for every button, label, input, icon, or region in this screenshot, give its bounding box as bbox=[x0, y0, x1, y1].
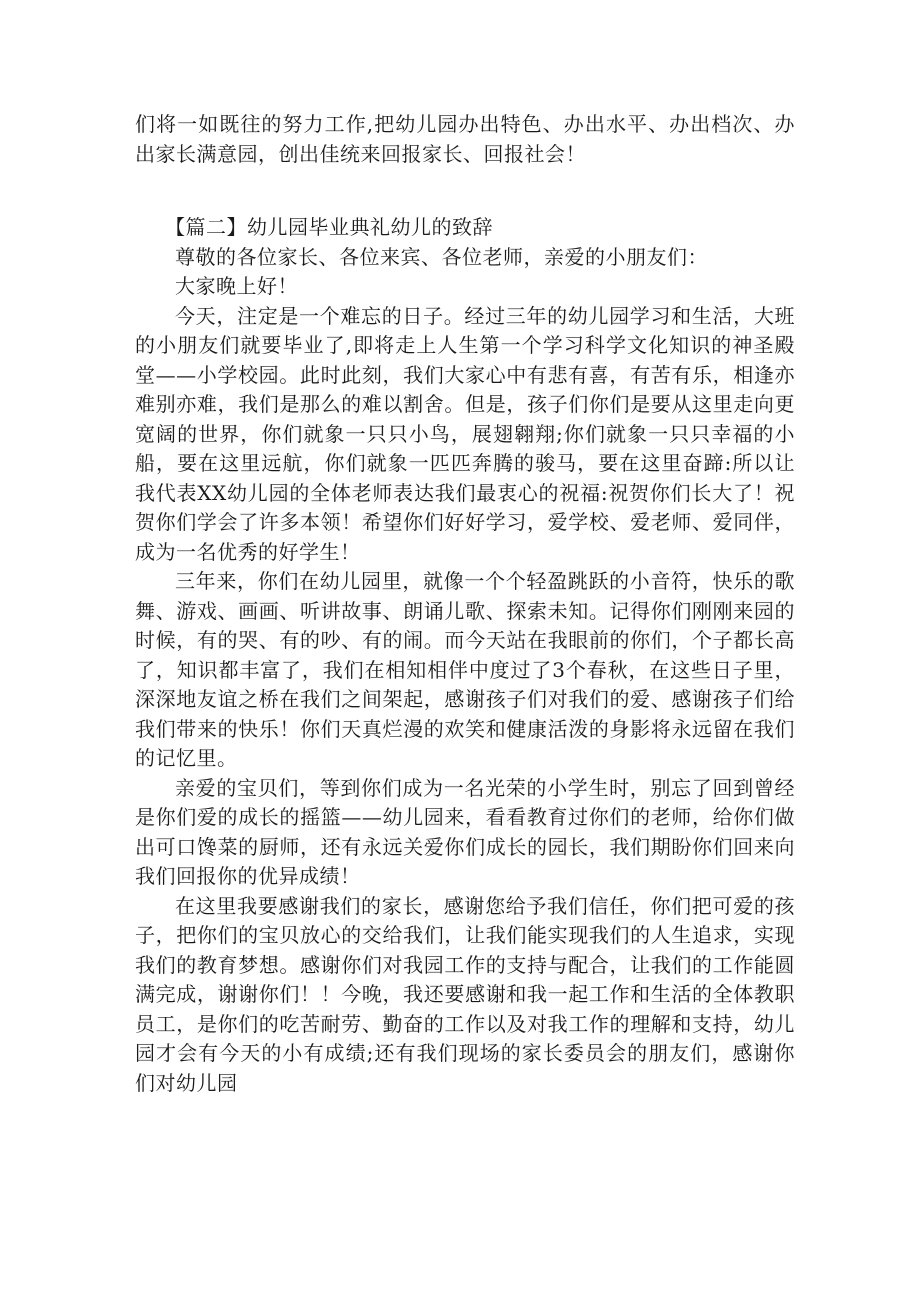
paragraph-gap bbox=[135, 169, 795, 213]
greeting-paragraph: 大家晚上好！ bbox=[175, 274, 298, 298]
body-paragraph: 亲爱的宝贝们，等到你们成为一名光荣的小学生时，别忘了回到曾经是你们爱的成长的摇篮——幼儿园来，看看教育过你们的老师，给你们做出可口馋菜的厨师，还有永远关爱你们成长的园长，我们期盼你们回来向我们回报你的优异成绩！ bbox=[135, 775, 795, 888]
section-heading: 【篇二】幼儿园毕业典礼幼儿的致辞 bbox=[165, 215, 493, 239]
body-paragraph: 三年来，你们在幼儿园里，就像一个个轻盈跳跃的小音符，快乐的歌舞、游戏、画画、听讲故事、朗诵儿歌、探索未知。记得你们刚刚来园的时候，有的哭、有的吵、有的闹。而今天站在我眼前的你们，个子都长高了，知识都丰富了，我们在相知相伴中度过了3个春秋，在这些日子里，深深地友谊之桥在我们之间架起，感谢孩子们对我们的爱、感谢孩子们给我们带来的快乐！你们天真烂漫的欢笑和健康活泼的身影将永远留在我们的记忆里。 bbox=[135, 569, 795, 770]
document-page bbox=[135, 110, 795, 1098]
intro-paragraph: 们将一如既往的努力工作,把幼儿园办出特色、办出水平、办出档次、办出家长满意园，创出佳统来回报家长、回报社会！ bbox=[135, 112, 795, 166]
salutation-paragraph: 尊敬的各位家长、各位来宾、各位老师，亲爱的小朋友们： bbox=[175, 244, 708, 269]
body-paragraph: 在这里我要感谢我们的家长，感谢您给予我们信任，你们把可爱的孩子，把你们的宝贝放心的交给我们，让我们能实现我们的人生追求，实现我们的教育梦想。感谢你们对我园工作的支持与配合，让我们的工作能圆满完成，谢谢你们！！今晚，我还要感谢和我一起工作和生活的全体教职员工，是你们的吃苦耐劳、勤奋的工作以及对我工作的理解和支持，幼儿园才会有今天的小有成绩;还有我们现场的家长委员会的朋友们，感谢你们对幼儿园 bbox=[135, 893, 795, 1095]
body-paragraph: 今天，注定是一个难忘的日子。经过三年的幼儿园学习和生活，大班的小朋友们就要毕业了,即将走上人生第一个学习科学文化知识的神圣殿堂——小学校园。此时此刻，我们大家心中有悲有喜，有苦有乐，相逢亦难别亦难，我们是那么的难以割舍。但是，孩子们你们是要从这里走向更宽阔的世界，你们就象一只只小鸟，展翅翱翔;你们就象一只只幸福的小船，要在这里远航，你们就象一匹匹奔腾的骏马，要在这里奋蹄:所以让我代表XX幼儿园的全体老师表达我们最衷心的祝福:祝贺你们长大了！祝贺你们学会了许多本领！希望你们好好学习，爱学校、爱老师、爱同伴，成为一名优秀的好学生！ bbox=[135, 303, 795, 564]
